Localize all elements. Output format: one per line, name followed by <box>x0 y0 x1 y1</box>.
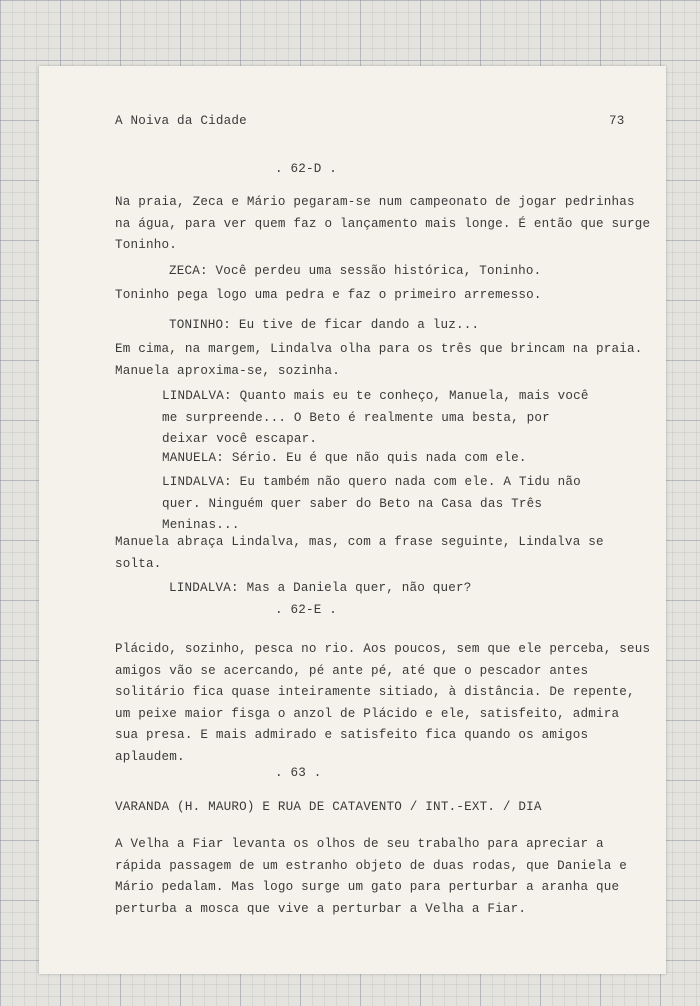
scene-number-62e: . 62-E . <box>275 603 338 617</box>
text-line: Manuela aproxima-se, sozinha. <box>115 363 340 378</box>
text-line: Manuela abraça Lindalva, mas, com a frase seguinte, Lindalva se <box>115 535 604 549</box>
text-line: LINDALVA: Eu também não quero nada com ele. A Tidu não <box>162 475 581 489</box>
text-line: A Velha a Fiar levanta os olhos de seu trabalho para apreciar a <box>115 837 604 851</box>
text-line: TONINHO: Eu tive de ficar dando a luz... <box>169 318 480 332</box>
text-line: solitário fica quase inteiramente sitiado, à distância. De repente, <box>115 685 635 699</box>
text-line: LINDALVA: Mas a Daniela quer, não quer? <box>169 581 472 595</box>
paragraph <box>115 834 627 920</box>
dialogue-lindalva <box>162 386 589 451</box>
typewritten-page <box>39 66 666 974</box>
text-line: Plácido, sozinho, pesca no rio. Aos poucos, sem que ele perceba, seus <box>115 642 651 656</box>
scene-heading <box>115 797 542 819</box>
text-line: Em cima, na margem, Lindalva olha para os três que brincam na praia. <box>115 342 643 356</box>
text-line: LINDALVA: Quanto mais eu te conheço, Manuela, mais você <box>162 389 589 403</box>
scene-number-62d: . 62-D . <box>275 162 338 176</box>
text-line: VARANDA (H. MAURO) E RUA DE CATAVENTO / INT.-EXT. / DIA <box>115 800 542 814</box>
text-line: um peixe maior fisga o anzol de Plácido e ele, satisfeito, admira <box>115 706 620 721</box>
text-line: me surpreende... O Beto é realmente uma besta, por <box>162 410 550 425</box>
text-line: deixar você escapar. <box>162 432 318 446</box>
text-line: Mário pedalam. Mas logo surge um gato para perturbar a aranha que <box>115 880 620 894</box>
paragraph <box>115 639 650 768</box>
text-line: MANUELA: Sério. Eu é que não quis nada com ele. <box>162 451 527 465</box>
text-line: amigos vão se acercando, pé ante pé, até que o pescador antes <box>115 663 589 678</box>
text-line: sua presa. E mais admirado e satisfeito fica quando os amigos <box>115 728 589 742</box>
text-line: Na praia, Zeca e Mário pegaram-se num campeonato de jogar pedrinhas <box>115 195 635 209</box>
text-line: na água, para ver quem faz o lançamento mais longe. É então que surge <box>115 216 651 231</box>
text-line: rápida passagem de um estranho objeto de duas rodas, que Daniela e <box>115 858 627 873</box>
page-number: 73 <box>609 114 625 128</box>
paragraph <box>115 192 650 257</box>
paragraph <box>115 532 604 575</box>
dialogue-lindalva <box>169 578 472 600</box>
text-line: Meninas... <box>162 518 240 532</box>
paragraph <box>115 339 643 382</box>
dialogue-zeca <box>169 261 541 283</box>
text-line: Toninho. <box>115 238 178 252</box>
paragraph <box>115 285 542 307</box>
dialogue-lindalva <box>162 472 581 537</box>
dialogue-toninho <box>169 315 479 337</box>
scene-number-63: . 63 . <box>275 766 322 780</box>
document-title: A Noiva da Cidade <box>115 114 247 128</box>
text-line: aplaudem. <box>115 749 185 764</box>
text-line: perturba a mosca que vive a perturbar a Velha a Fiar. <box>115 901 527 916</box>
text-line: solta. <box>115 556 162 571</box>
text-line: ZECA: Você perdeu uma sessão histórica, Toninho. <box>169 264 542 278</box>
text-line: Toninho pega logo uma pedra e faz o primeiro arremesso. <box>115 288 542 302</box>
dialogue-manuela <box>162 448 527 470</box>
text-line: quer. Ninguém quer saber do Beto na Casa das Três <box>162 496 543 511</box>
